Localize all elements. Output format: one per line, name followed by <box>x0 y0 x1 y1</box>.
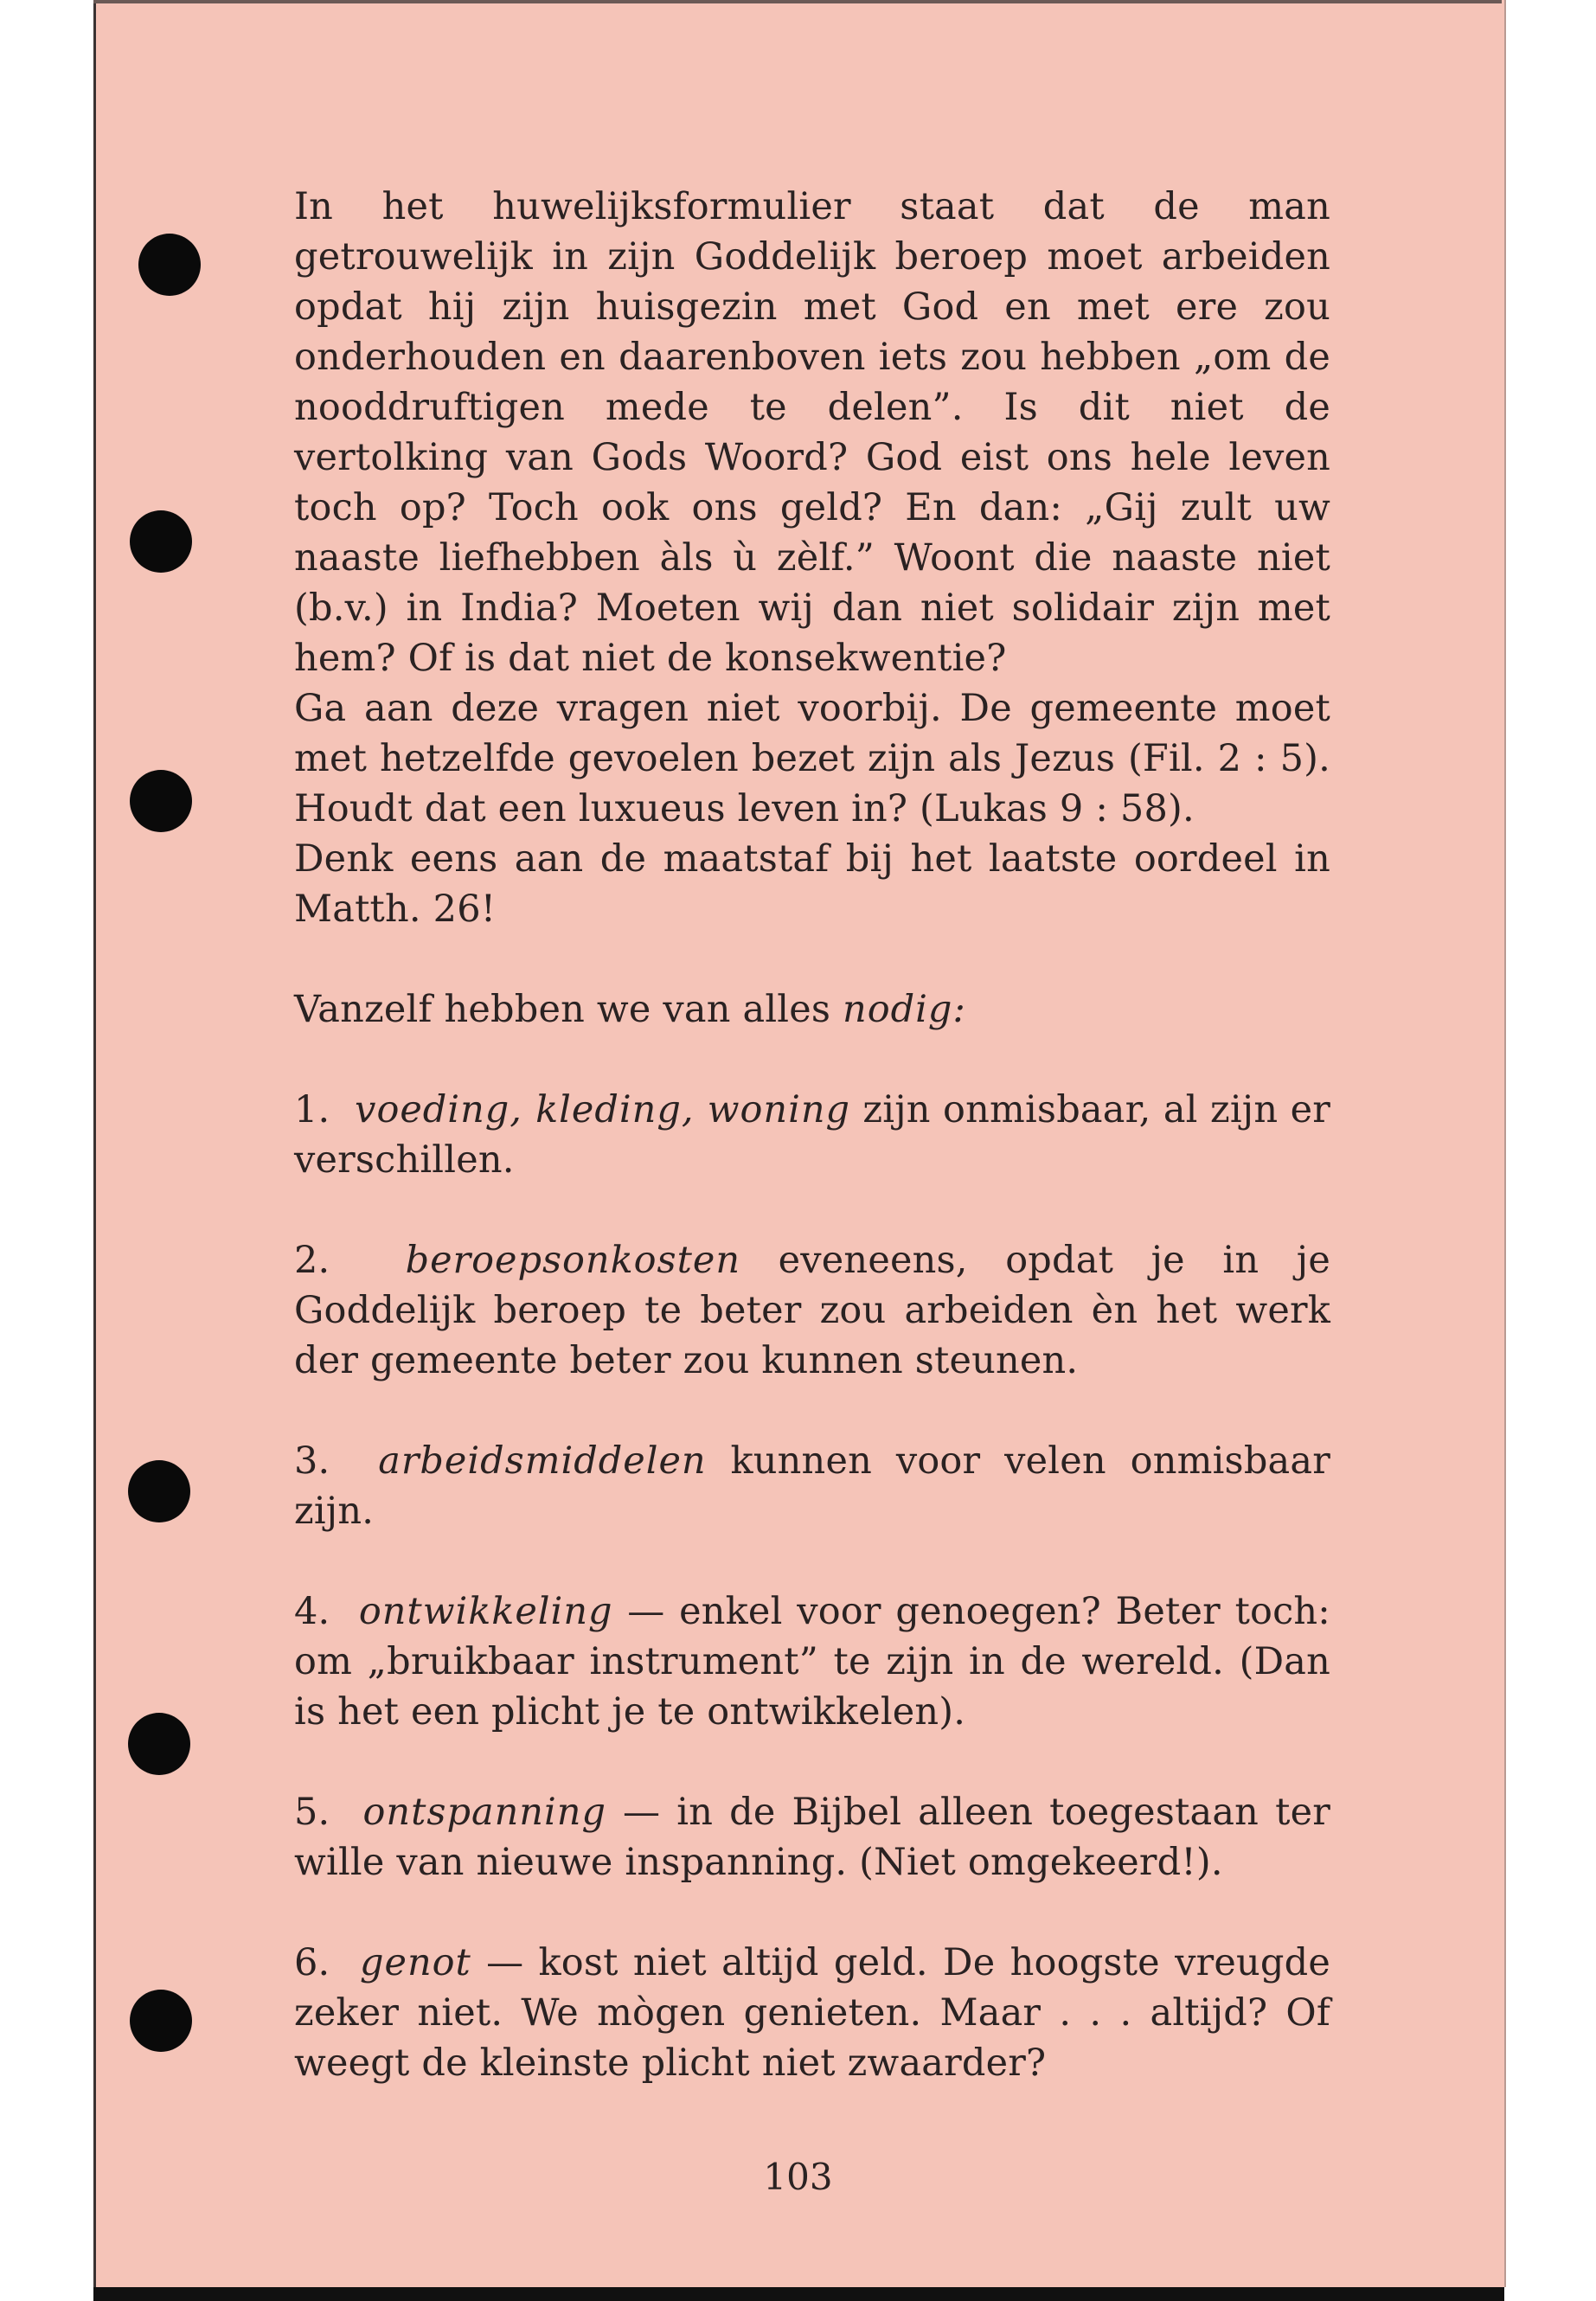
paragraph-3: Denk eens aan de maatstaf bij het laatste oordeel in Matth. 26! <box>294 837 1330 931</box>
list-item-term: arbeidsmiddelen <box>378 1439 707 1483</box>
list-item-text: zijn onmisbaar, al zijn er verschillen. <box>294 1088 1330 1182</box>
list-intro <box>294 984 1330 1035</box>
paragraph-2: Ga aan deze vragen niet voorbij. De gemeente moet met hetzelfde gevoelen bezet zijn als Jezus (Fil. 2 : 5). Houdt dat een luxueus leven in? (Lukas 9 : 58). <box>294 687 1330 830</box>
list-item <box>294 1586 1330 1737</box>
binder-hole-3 <box>130 770 192 832</box>
page-bottom-edge <box>93 2287 1504 2301</box>
list-item-number: 4. <box>294 1590 330 1633</box>
list-item-term: genot <box>359 1941 471 1984</box>
list-item-number: 1. <box>294 1088 330 1131</box>
list-item-term: ontspanning <box>362 1791 606 1834</box>
list-item-text: — enkel voor genoegen? Beter toch: om „bruikbaar instrument” te zijn in de wereld. (Dan is het een plicht je te ontwikkelen). <box>294 1590 1330 1734</box>
list-item-text: kunnen voor velen onmisbaar zijn. <box>294 1439 1330 1533</box>
list-item <box>294 1235 1330 1386</box>
page-top-edge <box>93 0 1502 3</box>
list-item-text: — kost niet altijd geld. De hoogste vreugde zeker niet. We mògen genieten. Maar . . . altijd? Of weegt de kleinste plicht niet zwaarder? <box>294 1941 1330 2085</box>
binder-hole-4 <box>128 1460 190 1522</box>
binder-hole-5 <box>128 1713 190 1775</box>
list-item-text: eveneens, opdat je in je Goddelijk beroep te beter zou arbeiden èn het werk der gemeente beter zou kunnen steunen. <box>294 1239 1330 1382</box>
list-item-number: 3. <box>294 1439 330 1483</box>
list-item-term: voeding, kleding, woning <box>355 1088 851 1131</box>
binder-hole-1 <box>138 234 201 296</box>
binder-hole-2 <box>130 510 192 573</box>
list-item <box>294 1085 1330 1185</box>
list-item-term: beroepsonkosten <box>405 1239 741 1282</box>
paragraph-1: In het huwelijksformulier staat dat de man getrouwelijk in zijn Goddelijk beroep moet arbeiden opdat hij zijn huisgezin met God en met ere zou onderhouden en daarenboven iets zou hebben „om de nooddruftigen mede te delen”. Is dit niet de vertolking van Gods Woord? God eist ons hele leven toch op? Toch ook ons geld? En dan: „Gij zult uw naaste liefhebben àls ù zèlf.” Woont die naaste niet (b.v.) in India? Moeten wij dan niet solidair zijn met hem? Of is dat niet de konsekwentie? <box>294 185 1330 680</box>
list-item-term: ontwikkeling <box>358 1590 613 1633</box>
list-item-number: 2. <box>294 1239 330 1282</box>
list-item <box>294 1938 1330 2088</box>
list-intro-text: Vanzelf hebben we van alles <box>294 988 831 1031</box>
list-item-number: 6. <box>294 1941 330 1984</box>
list-item <box>294 1436 1330 1536</box>
body-text <box>294 182 1330 2088</box>
list-item-number: 5. <box>294 1791 330 1834</box>
list-item-text: — in de Bijbel alleen toegestaan ter wille van nieuwe inspanning. (Niet omgekeerd!). <box>294 1791 1330 1884</box>
binder-hole-6 <box>130 1990 192 2052</box>
list-item <box>294 1787 1330 1888</box>
list-intro-emphasis: nodig: <box>843 988 966 1031</box>
page-number: 103 <box>763 2156 833 2198</box>
